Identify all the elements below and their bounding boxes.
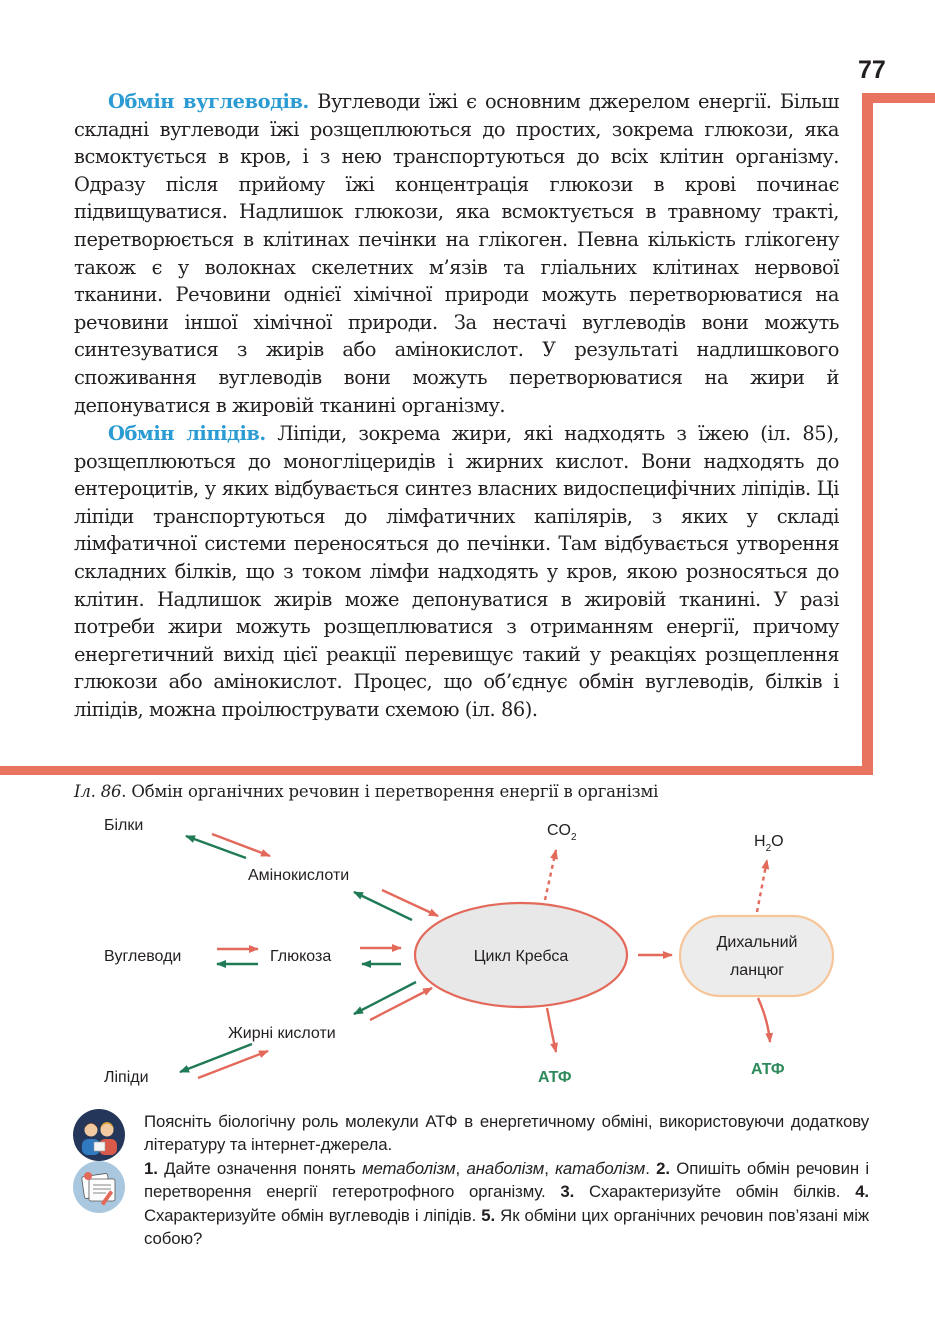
figure-caption-text: Обмін органічних речовин і перетворення енергії в організмі	[126, 782, 659, 801]
arrow-krebs-to-amino-acids	[354, 892, 412, 920]
question-4-number: 4.	[855, 1182, 869, 1202]
respiratory-chain-label-2: ланцюг	[729, 962, 785, 979]
question-2-number: 2.	[656, 1158, 670, 1178]
metabolism-diagram	[0, 808, 935, 1108]
arrow-lipids-to-fatty-acids	[198, 1051, 268, 1078]
arrow-chain-to-h2o	[757, 860, 767, 912]
research-task: Поясніть біологічну роль молекули АТФ в енергетичному обміні, використовуючи додаткову літературу та інтернет-джерела.	[144, 1112, 869, 1155]
node-carbohydrates: Вуглеводи	[104, 948, 182, 965]
arrow-krebs-to-co2	[545, 850, 556, 900]
atp-label-chain: АТФ	[751, 1061, 785, 1078]
figure-caption	[74, 780, 854, 804]
node-amino-acids: Амінокислоти	[248, 867, 350, 884]
node-glucose: Глюкоза	[270, 948, 332, 965]
arrow-chain-to-atp	[758, 998, 770, 1042]
figure-label: Іл. 86.	[74, 782, 127, 801]
lipid-metabolism-paragraph	[74, 420, 839, 724]
arrow-fatty-acids-to-krebs	[370, 988, 432, 1020]
arrow-krebs-to-fatty-acids	[354, 982, 416, 1014]
arrow-amino-acids-to-proteins	[186, 836, 246, 858]
research-task-icon	[72, 1108, 126, 1162]
questions-icon	[72, 1160, 126, 1214]
respiratory-chain-node	[680, 916, 833, 996]
questions-block	[144, 1110, 869, 1250]
atp-label-krebs: АТФ	[538, 1069, 572, 1086]
carbohydrate-text: Вуглеводи їжі є основним джерелом енергії. Більш складні вуглеводи їжі розщеплюються до простих, зокрема глюкози, яка всмоктується в кров, і з нею транспортуються до всіх клітин організму. Одразу після прийому їжі концентрація глюкози в крові починає підвищуватися. Надлишок глюкози, яка всмоктується в травному тракті, перетворюється в клітинах печінки на глікоген. Певна кількість глікогену також є у волокнах скелетних м’язів та гліальних клітинах нервової тканини. Речовини однієї хімічної природи можуть перетворюватися на речовини іншої хімічної природи. За нестачі вуглеводів вони можуть синтезуватися з жирів або амінокислот. У результаті надлишкового споживання вуглеводів вони можуть перетворюватися на жири й депонуватися в жировій тканині організму.	[74, 90, 839, 417]
carbohydrate-metabolism-paragraph	[74, 88, 839, 419]
review-questions: 1. Дайте означення понять метаболізм, анаболізм, катаболізм. 2. Опишіть обмін речовин і перетворення енергії гетеротрофного організму. 3. Схарактеризуйте обмін білків. 4. Схарактеризуйте обмін вуглеводів і ліпідів. 5. Як обміни цих органічних речовин пов’язані між собою?	[144, 1158, 870, 1249]
node-fatty-acids: Жирні кислоти	[228, 1025, 336, 1042]
frame-border-bottom	[0, 766, 873, 775]
question-5-number: 5.	[481, 1205, 496, 1225]
node-proteins: Білки	[104, 817, 144, 834]
arrow-krebs-to-atp	[547, 1008, 556, 1052]
term-catabolism: катаболізм	[555, 1158, 646, 1178]
respiratory-chain-label-1: Дихальний	[716, 934, 798, 951]
lipid-text: Ліпіди, зокрема жири, які надходять з їжею (іл. 85), розщеплюються до моногліцеридів і жирних кислот. Вони надходять до ентероцитів, у яких відбувається синтез власних видоспецифічних ліпідів. Ці ліпіди транспортуються до лімфатичних капілярів, з яких у складі лімфатичної системи переносяться до печінки. Там відбувається утворення складних білків, що з током лімфи надходять у кров, якою розносяться до клітин. Надлишок жирів може депонуватися в жировій тканині. У разі потреби жири можуть розщеплюватися з отриманням енергії, причому енергетичний вихід цієї реакції перевищує такий у реакціях розщеплення глюкози або амінокислот. Процес, що об’єднує обмін вуглеводів, білків і ліпідів, можна проілюструвати схемою (іл. 86).	[74, 422, 839, 721]
carbohydrate-heading: Обмін вуглеводів.	[108, 90, 309, 113]
arrow-fatty-acids-to-lipids	[180, 1044, 252, 1072]
krebs-cycle-label: Цикл Кребса	[473, 948, 569, 965]
frame-border-top	[862, 93, 935, 103]
term-metabolism: метаболізм	[362, 1158, 456, 1178]
term-anabolism: анаболізм	[466, 1158, 545, 1178]
question-3-number: 3.	[560, 1182, 575, 1202]
h2o-label: $H_2O$	[754, 833, 784, 854]
lipid-heading: Обмін ліпідів.	[108, 422, 266, 445]
arrow-proteins-to-amino-acids	[212, 834, 270, 856]
arrow-amino-acids-to-krebs	[382, 890, 438, 916]
co2-label: $CO_2$	[547, 822, 577, 843]
frame-border-right	[862, 93, 873, 774]
page-number: 77	[858, 56, 886, 84]
node-lipids: Ліпіди	[104, 1069, 149, 1086]
question-1-number: 1.	[144, 1158, 158, 1178]
